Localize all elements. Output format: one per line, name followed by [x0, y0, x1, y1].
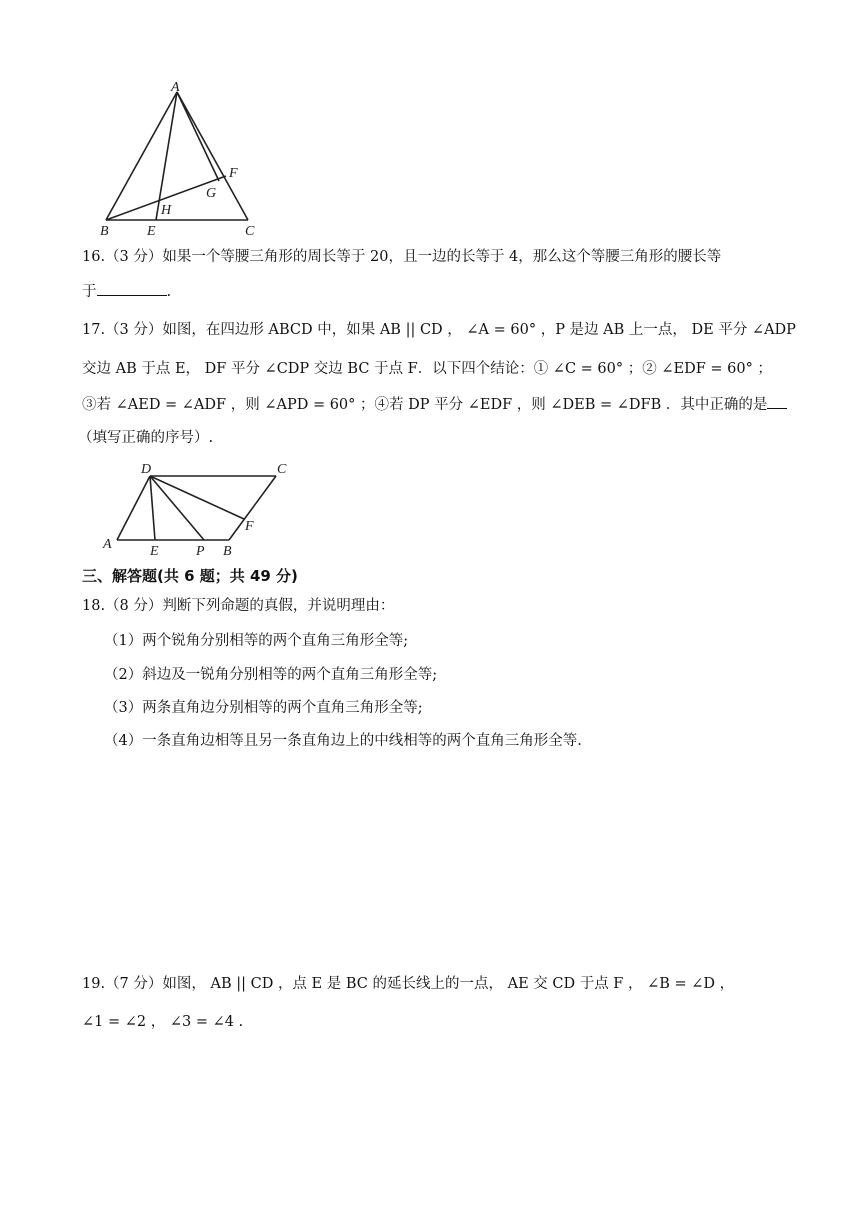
label-C: C	[245, 224, 255, 239]
answer-blank	[767, 394, 787, 409]
q16-line2	[82, 281, 171, 302]
q16-suffix: .	[166, 284, 172, 300]
q18-stem: 18.（8 分）判断下列命题的真假，并说明理由：	[82, 598, 395, 614]
q18-item-3: （3）两条直角边分别相等的两个直角三角形全等;	[104, 700, 423, 716]
label-E: E	[147, 224, 156, 239]
q17-line2: 交边 AB 于点 E， DF 平分 ∠CDP 交边 BC 于点 F．以下四个结论：① ∠C = 60° ；② ∠EDF = 60° ；	[82, 361, 772, 377]
section-title: 三、解答题(共 6 题；共 49 分)	[82, 567, 298, 585]
label-G: G	[206, 186, 217, 201]
label-A: A	[103, 537, 112, 552]
label-B: B	[223, 544, 232, 559]
label-C: C	[277, 462, 287, 477]
q17-line3-text: ③若 ∠AED = ∠ADF ，则 ∠APD = 60° ；④若 DP 平分 ∠EDF ，则 ∠DEB = ∠DFB ．其中正确的是	[82, 397, 768, 413]
q18-item-4: （4）一条直角边相等且另一条直角边上的中线相等的两个直角三角形全等.	[104, 733, 582, 749]
quadrilateral-figure	[98, 458, 298, 562]
label-F: F	[245, 519, 254, 534]
q18-item-1: （1）两个锐角分别相等的两个直角三角形全等;	[104, 633, 409, 649]
q16-line1: 16.（3 分）如果一个等腰三角形的周长等于 20，且一边的长等于 4，那么这个等腰三角形的腰长等	[82, 249, 722, 265]
q19-line2: ∠1 = ∠2 ， ∠3 = ∠4 .	[82, 1014, 244, 1030]
label-D: D	[141, 462, 152, 477]
label-H: H	[161, 203, 172, 218]
q18-item-2: （2）斜边及一锐角分别相等的两个直角三角形全等;	[104, 667, 438, 683]
triangle-figure	[95, 78, 270, 243]
label-F: F	[229, 166, 238, 181]
q16-prefix: 于	[82, 284, 97, 300]
label-P: P	[196, 544, 205, 559]
q17-line1: 17.（3 分）如图，在四边形 ABCD 中，如果 AB || CD ， ∠A = 60° ，P 是边 AB 上一点， DE 平分 ∠ADP	[82, 322, 796, 338]
answer-blank	[97, 281, 167, 296]
q17-line4: （填写正确的序号）.	[78, 430, 214, 446]
label-B: B	[100, 224, 109, 239]
q17-line3	[82, 394, 787, 415]
label-A: A	[171, 80, 180, 95]
label-E: E	[150, 544, 159, 559]
q19-line1: 19.（7 分）如图， AB || CD ，点 E 是 BC 的延长线上的一点， AE 交 CD 于点 F ， ∠B = ∠D ，	[82, 976, 735, 992]
